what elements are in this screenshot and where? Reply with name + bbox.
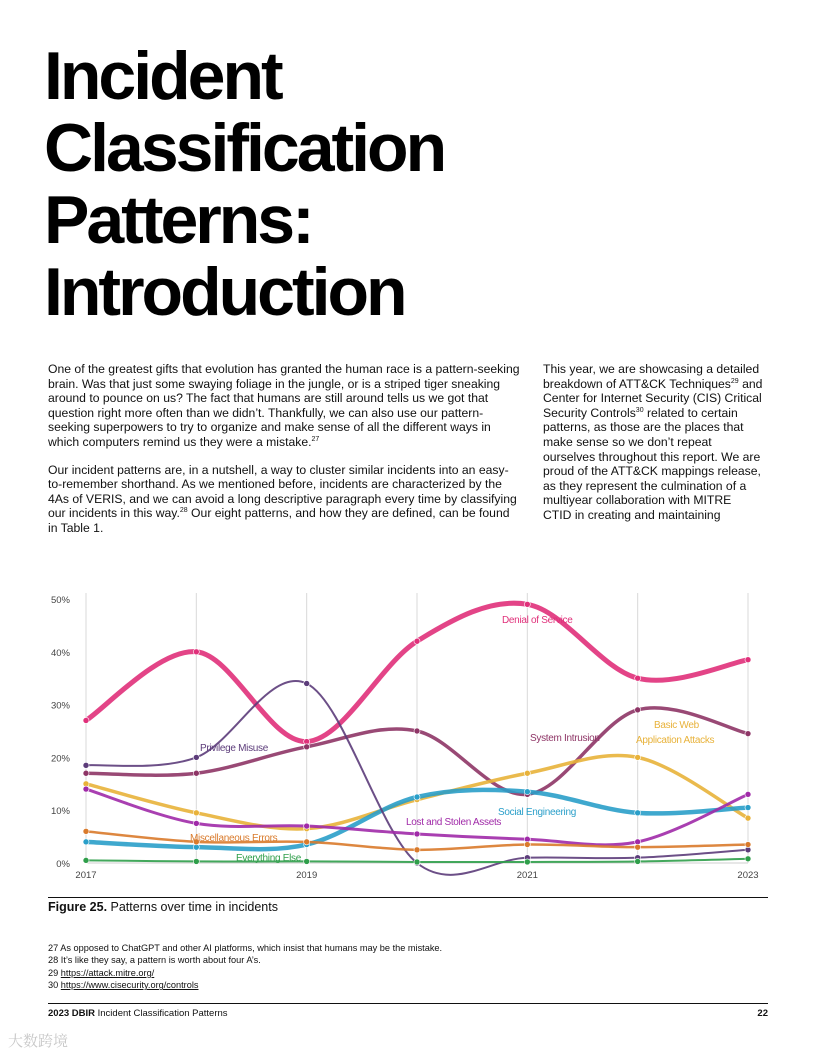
data-point [83,762,89,768]
data-point [193,858,199,864]
x-tick-label: 2023 [737,870,759,881]
data-point [304,823,310,829]
data-point [414,638,420,644]
footnote-ref[interactable]: 29 [730,377,739,385]
y-tick-label: 20% [50,753,70,765]
data-point [635,810,641,816]
data-point [635,858,641,864]
data-point [745,657,751,663]
data-point [635,707,641,713]
data-point [83,857,89,863]
x-tick-label: 2017 [75,870,97,881]
series-label: Denial of Service [502,615,573,626]
series-label: Basic Web [654,720,699,731]
y-tick-label: 10% [50,806,70,818]
series-label: Privilege Misuse [200,743,269,754]
data-point [193,770,199,776]
data-point [524,601,530,607]
report-name: 2023 DBIR [48,1008,95,1019]
data-point [524,842,530,848]
data-point [745,856,751,862]
series-label: System Intrusion [530,733,600,744]
title-line: Incident [44,38,281,114]
figure-rule [48,897,768,898]
footnote: 28 It’s like they say, a pattern is worth about four A’s. [48,955,261,966]
data-point [745,731,751,737]
data-point [193,820,199,826]
data-point [304,839,310,845]
data-point [83,839,89,845]
footnote-ref[interactable]: 28 [179,507,188,515]
data-point [83,770,89,776]
footnote: 30 https://www.cisecurity.org/controls [48,980,199,991]
left-column [48,362,520,549]
y-tick-label: 30% [50,700,70,712]
figure-caption: Figure 25. Patterns over time in incidents [48,900,278,914]
series-label: Application Attacks [636,735,715,746]
data-point [635,844,641,850]
data-point [414,728,420,734]
x-tick-label: 2021 [516,870,538,881]
data-point [304,858,310,864]
data-point [304,680,310,686]
section-name: Incident Classification Patterns [95,1008,228,1019]
series-label: Social Engineering [498,807,576,818]
data-point [83,828,89,834]
y-tick-label: 0% [56,859,70,870]
data-point [414,847,420,853]
footnote: 27 As opposed to ChatGPT and other AI platforms, which insist that humans may be the mistake. [48,943,443,953]
data-point [745,805,751,811]
footnote: 29 https://attack.mitre.org/ [48,967,155,978]
intro-paragraph: One of the greatest gifts that evolution has granted the human race is a pattern-seeking brain. Was that just some swaying foliage in the jungle, or is a striped tiger sneaking around to pounce on us? The fact that humans are still around tells us we got that question right more often than we didn’t. Thankfully, we can also use our pattern-seeking superpowers to try to organize and make sense of all the different ways in which computers remind us they were a mistake.$^{27}$ [48,362,520,449]
data-point [193,649,199,655]
right-column [543,362,763,536]
page-number: 22 [757,1008,768,1019]
footnote-link[interactable]: https://attack.mitre.org/ [60,967,155,978]
data-point [304,744,310,750]
footnote-ref[interactable]: 30 [635,406,644,414]
data-point [745,842,751,848]
patterns-line-chart [40,585,770,885]
data-point [193,810,199,816]
data-point [635,754,641,760]
x-tick-label: 2019 [296,870,318,881]
data-point [414,831,420,837]
data-point [745,815,751,821]
footnotes [48,942,442,992]
footnote-ref[interactable]: 27 [311,435,320,443]
footnote-link[interactable]: https://www.cisecurity.org/controls [60,980,199,991]
page-footer [48,1008,768,1019]
data-point [745,791,751,797]
data-point [193,754,199,760]
data-point [524,770,530,776]
data-point [524,859,530,865]
patterns-paragraph: Our incident patterns are, in a nutshell, a way to cluster similar incidents into an easy-to-remember shorthand. As we mentioned before, incidents are characterized by the 4As of VERIS, and we can avoid a long descriptive paragraph every time by classifying our incidents in this way.$^{28}$ Our eight patterns, and how they are defined, can be found in Table 1. [48,462,517,535]
y-tick-label: 50% [50,595,70,606]
series-label: Everything Else [236,853,301,864]
data-point [83,786,89,792]
data-point [635,675,641,681]
title-line: Introduction [44,254,405,330]
series-label: Miscellaneous Errors [190,833,278,844]
data-point [83,717,89,723]
data-point [414,794,420,800]
watermark-logo: 大数跨境 [8,1032,69,1050]
series-label: Lost and Stolen Assets [406,817,502,828]
attack-paragraph: This year, we are showcasing a detailed breakdown of ATT&CK Techniques$^{29}$ and Center for Internet Security (CIS) Critical Security Controls$^{30}$ related to certain patterns, as those are the places that make sense so we don’t repeat ourselves throughout this report. We are proud of the ATT&CK mappings release, as they represent the culmination of a multiyear collaboration with MITRE CTID in creating and maintaining [543,362,763,522]
data-point [414,859,420,865]
data-point [524,789,530,795]
title-line: Patterns: [44,182,312,258]
title-line: Classification [44,110,445,186]
footer-rule [48,1003,768,1004]
page-title [44,40,644,328]
y-tick-label: 40% [50,647,70,659]
